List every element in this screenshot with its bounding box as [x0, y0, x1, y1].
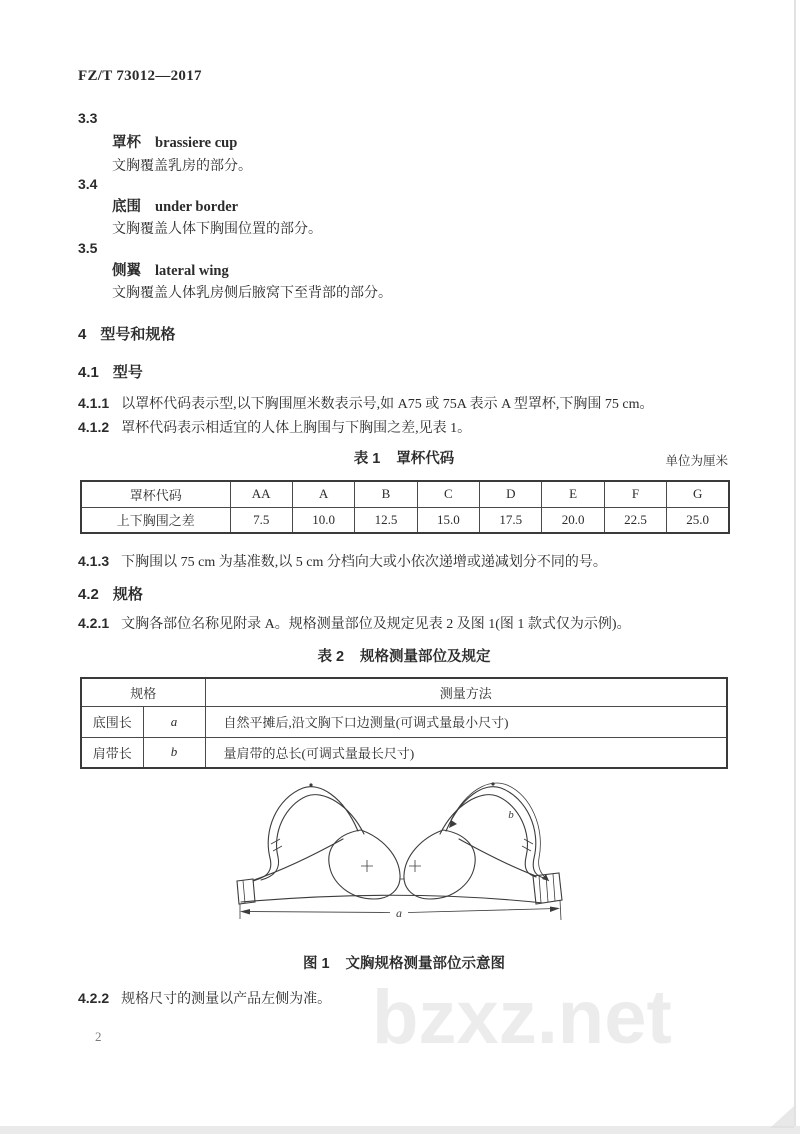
section-4-2-number: 4.2 [78, 586, 99, 603]
term-3-3-number: 3.3 [78, 110, 98, 126]
term-3-3-definition: 文胸覆盖乳房的部分。 [112, 159, 252, 174]
term-3-4-en: under border [155, 199, 239, 215]
term-3-3-title [112, 131, 237, 152]
section-4-1-number: 4.1 [78, 364, 99, 381]
table-1-code-cell: A [292, 481, 354, 507]
clause-4-2-1-number: 4.2.1 [78, 615, 110, 631]
table-1-value-cell: 7.5 [230, 507, 292, 533]
table-row [81, 481, 729, 507]
standard-number-header: FZ/T 73012—2017 [78, 68, 202, 84]
term-3-4-number: 3.4 [78, 176, 98, 192]
table-2-row2-symbol: b [143, 737, 205, 768]
section-4-2-heading [78, 583, 143, 604]
clause-4-1-3-text: 下胸围以 75 cm 为基准数,以 5 cm 分档向大或小依次递增或递减划分不同的号。 [121, 555, 607, 570]
table-1-code-cell: B [355, 481, 417, 507]
figure-1-caption-title: 文胸规格测量部位示意图 [345, 956, 506, 972]
section-4-1-title: 型号 [112, 364, 143, 381]
page-number: 2 [95, 1029, 102, 1044]
table-2-row2-method: 量肩带的总长(可调式量最长尺寸) [205, 737, 727, 768]
figure-1-caption [80, 952, 728, 973]
clause-4-1-1-number: 4.1.1 [78, 395, 110, 411]
section-4-1-heading [78, 361, 143, 382]
table-2-row1-method: 自然平摊后,沿文胸下口边测量(可调式量最小尺寸) [205, 706, 727, 737]
clause-4-1-2-text: 罩杯代码表示相适宜的人体上胸围与下胸围之差,见表 1。 [121, 421, 472, 436]
table-1-caption-prefix: 表 1 [353, 451, 381, 467]
section-4-number: 4 [78, 326, 87, 343]
table-row [81, 678, 727, 706]
table-1-value-cell: 10.0 [292, 507, 354, 533]
term-3-3-en: brassiere cup [155, 135, 238, 151]
clause-4-1-3-number: 4.1.3 [78, 553, 110, 569]
table-2-col-method: 测量方法 [205, 678, 727, 706]
term-3-5-en: lateral wing [155, 263, 229, 279]
figure-1-label-a: a [396, 906, 402, 920]
section-4-title: 型号和规格 [100, 326, 176, 343]
table-2-col-spec: 规格 [81, 678, 205, 706]
section-4-heading [78, 323, 175, 344]
table-row [81, 737, 727, 768]
figure-1-bra-diagram [227, 778, 577, 943]
clause-4-2-2-text: 规格尺寸的测量以产品左侧为准。 [121, 992, 332, 1007]
table-1-code-cell: F [604, 481, 666, 507]
term-3-4-definition: 文胸覆盖人体下胸围位置的部分。 [112, 222, 322, 237]
page-bottom-edge [0, 1126, 800, 1134]
table-1-value-cell: 25.0 [667, 507, 729, 533]
table-2-row2-name: 肩带长 [81, 737, 143, 768]
section-4-2-title: 规格 [112, 586, 143, 603]
table-2-measurement-spec [80, 677, 728, 769]
table-1-value-cell: 15.0 [417, 507, 479, 533]
table-2-caption-prefix: 表 2 [317, 649, 345, 665]
table-1-cup-codes [80, 480, 730, 534]
table-1-code-cell: E [542, 481, 604, 507]
term-3-3-zh: 罩杯 [112, 135, 141, 151]
table-1-value-cell: 22.5 [604, 507, 666, 533]
table-1-row1-label: 罩杯代码 [81, 481, 230, 507]
term-3-5-title [112, 259, 229, 280]
table-row [81, 706, 727, 737]
table-2-row1-name: 底围长 [81, 706, 143, 737]
clause-4-1-2 [78, 417, 471, 437]
clause-4-2-1 [78, 613, 631, 633]
clause-4-2-2 [78, 988, 331, 1008]
clause-4-2-1-text: 文胸各部位名称见附录 A。规格测量部位及规定见表 2 及图 1(图 1 款式仅为示例)。 [121, 617, 631, 632]
watermark-text: bzxz.net [372, 975, 672, 1060]
table-1-code-cell: C [417, 481, 479, 507]
table-1-unit-note: 单位为厘米 [665, 454, 728, 468]
clause-4-1-1 [78, 393, 654, 413]
clause-4-1-1-text: 以罩杯代码表示型,以下胸围厘米数表示号,如 A75 或 75A 表示 A 型罩杯,下胸围 75 cm。 [121, 397, 654, 412]
table-1-caption-title: 罩杯代码 [396, 451, 455, 467]
table-1-value-cell: 20.0 [542, 507, 604, 533]
table-2-row1-symbol: a [143, 706, 205, 737]
corner-fold-shadow [770, 1106, 794, 1128]
clause-4-1-3 [78, 551, 607, 571]
table-2-caption [80, 645, 728, 666]
table-1-code-cell: G [667, 481, 729, 507]
table-1-value-cell: 12.5 [355, 507, 417, 533]
term-3-5-definition: 文胸覆盖人体乳房侧后腋窝下至背部的部分。 [112, 286, 392, 301]
table-1-caption [80, 447, 728, 468]
term-3-5-zh: 侧翼 [112, 263, 141, 279]
term-3-4-title [112, 195, 238, 216]
clause-4-2-2-number: 4.2.2 [78, 990, 110, 1006]
table-1-code-cell: AA [230, 481, 292, 507]
table-2-caption-title: 规格测量部位及规定 [360, 649, 491, 665]
term-3-4-zh: 底围 [112, 199, 141, 215]
page-right-edge [794, 0, 796, 1134]
figure-1-caption-prefix: 图 1 [302, 956, 330, 972]
table-1-row2-label: 上下胸围之差 [81, 507, 230, 533]
clause-4-1-2-number: 4.1.2 [78, 419, 110, 435]
table-row [81, 507, 729, 533]
table-1-code-cell: D [480, 481, 542, 507]
term-3-5-number: 3.5 [78, 240, 98, 256]
table-1-value-cell: 17.5 [480, 507, 542, 533]
figure-1-label-b: b [508, 809, 514, 821]
